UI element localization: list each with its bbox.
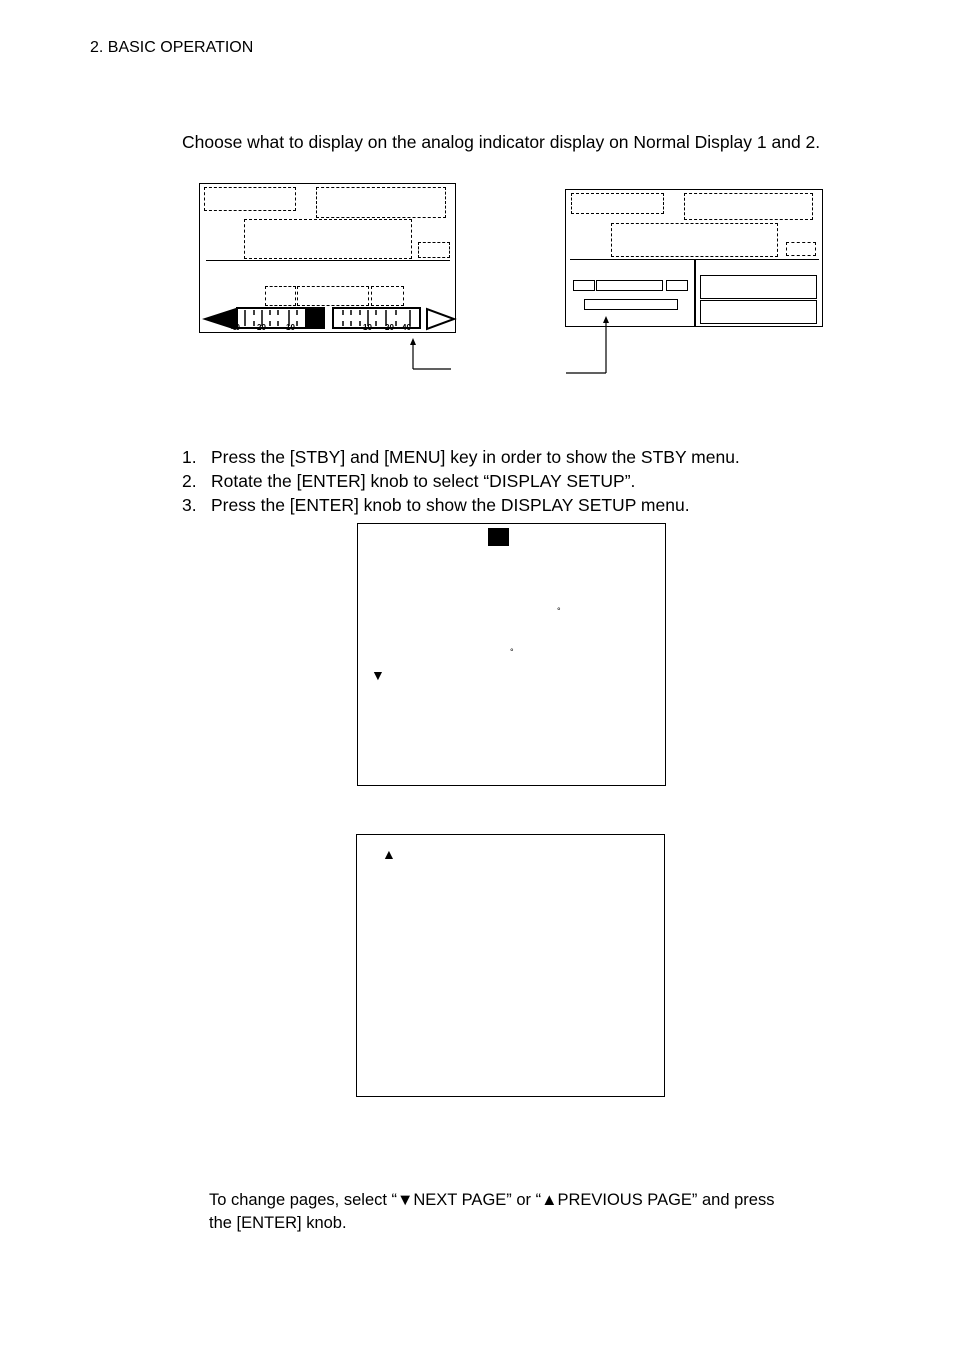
display2-indicator-left [573, 280, 595, 291]
display1-small-field [418, 242, 450, 258]
section-header: 2. BASIC OPERATION [90, 39, 254, 56]
port-scale-fill [305, 308, 324, 328]
degree-mark: ° [557, 606, 561, 616]
display1-center-field [244, 219, 412, 259]
display-setup-menu-page-1 [357, 523, 666, 786]
step-item: 2. Rotate the [ENTER] knob to select “DISPLAY SETUP”. [182, 471, 636, 491]
display1-divider [206, 260, 450, 261]
display2-indicator-center [596, 280, 663, 291]
display2-center-field [611, 223, 778, 257]
note-line-2: the [ENTER] knob. [209, 1214, 347, 1232]
display2-indicator-right [666, 280, 688, 291]
display2-right-lower-field [700, 300, 817, 324]
display1-top-right-field [316, 187, 446, 218]
display2-vertical-divider [694, 259, 696, 327]
display2-leader-line [564, 314, 614, 376]
procedure-steps [182, 445, 740, 517]
starboard-arrow-icon [427, 309, 454, 329]
normal-display-1-diagram [199, 183, 456, 333]
starboard-scale-label-40: 40 [402, 323, 411, 332]
next-page-arrow-icon[interactable]: ▼ [371, 667, 385, 683]
display-setup-menu-page-2 [356, 834, 665, 1097]
intro-paragraph: Choose what to display on the analog indicator display on Normal Display 1 and 2. [182, 132, 821, 152]
step-item: 3. Press the [ENTER] knob to show the DISPLAY SETUP menu. [182, 495, 690, 515]
starboard-scale-label-20: 20 [385, 323, 394, 332]
port-scale-label-10: 10 [286, 323, 295, 332]
page-change-note [209, 1189, 829, 1235]
display2-small-field [786, 242, 816, 256]
display2-top-left-field [571, 193, 664, 214]
note-line-1: To change pages, select “▼NEXT PAGE” or “▲PREVIOUS PAGE” and press [209, 1191, 775, 1209]
normal-display-2-diagram [565, 189, 823, 327]
starboard-scale-label-10: 10 [363, 323, 372, 332]
previous-page-arrow-icon[interactable]: ▲ [382, 846, 396, 862]
degree-mark: ° [510, 647, 514, 657]
display2-analog-bar [584, 299, 678, 310]
menu-cursor-block [488, 528, 509, 546]
port-scale-label-20: 20 [257, 323, 266, 332]
port-scale-label-40: 40 [231, 323, 240, 332]
display2-right-upper-field [700, 275, 817, 299]
display1-leader-line [405, 338, 455, 374]
display2-top-right-field [684, 193, 813, 220]
display1-top-left-field [204, 187, 296, 211]
step-item: 1. Press the [STBY] and [MENU] key in order to show the STBY menu. [182, 447, 740, 467]
